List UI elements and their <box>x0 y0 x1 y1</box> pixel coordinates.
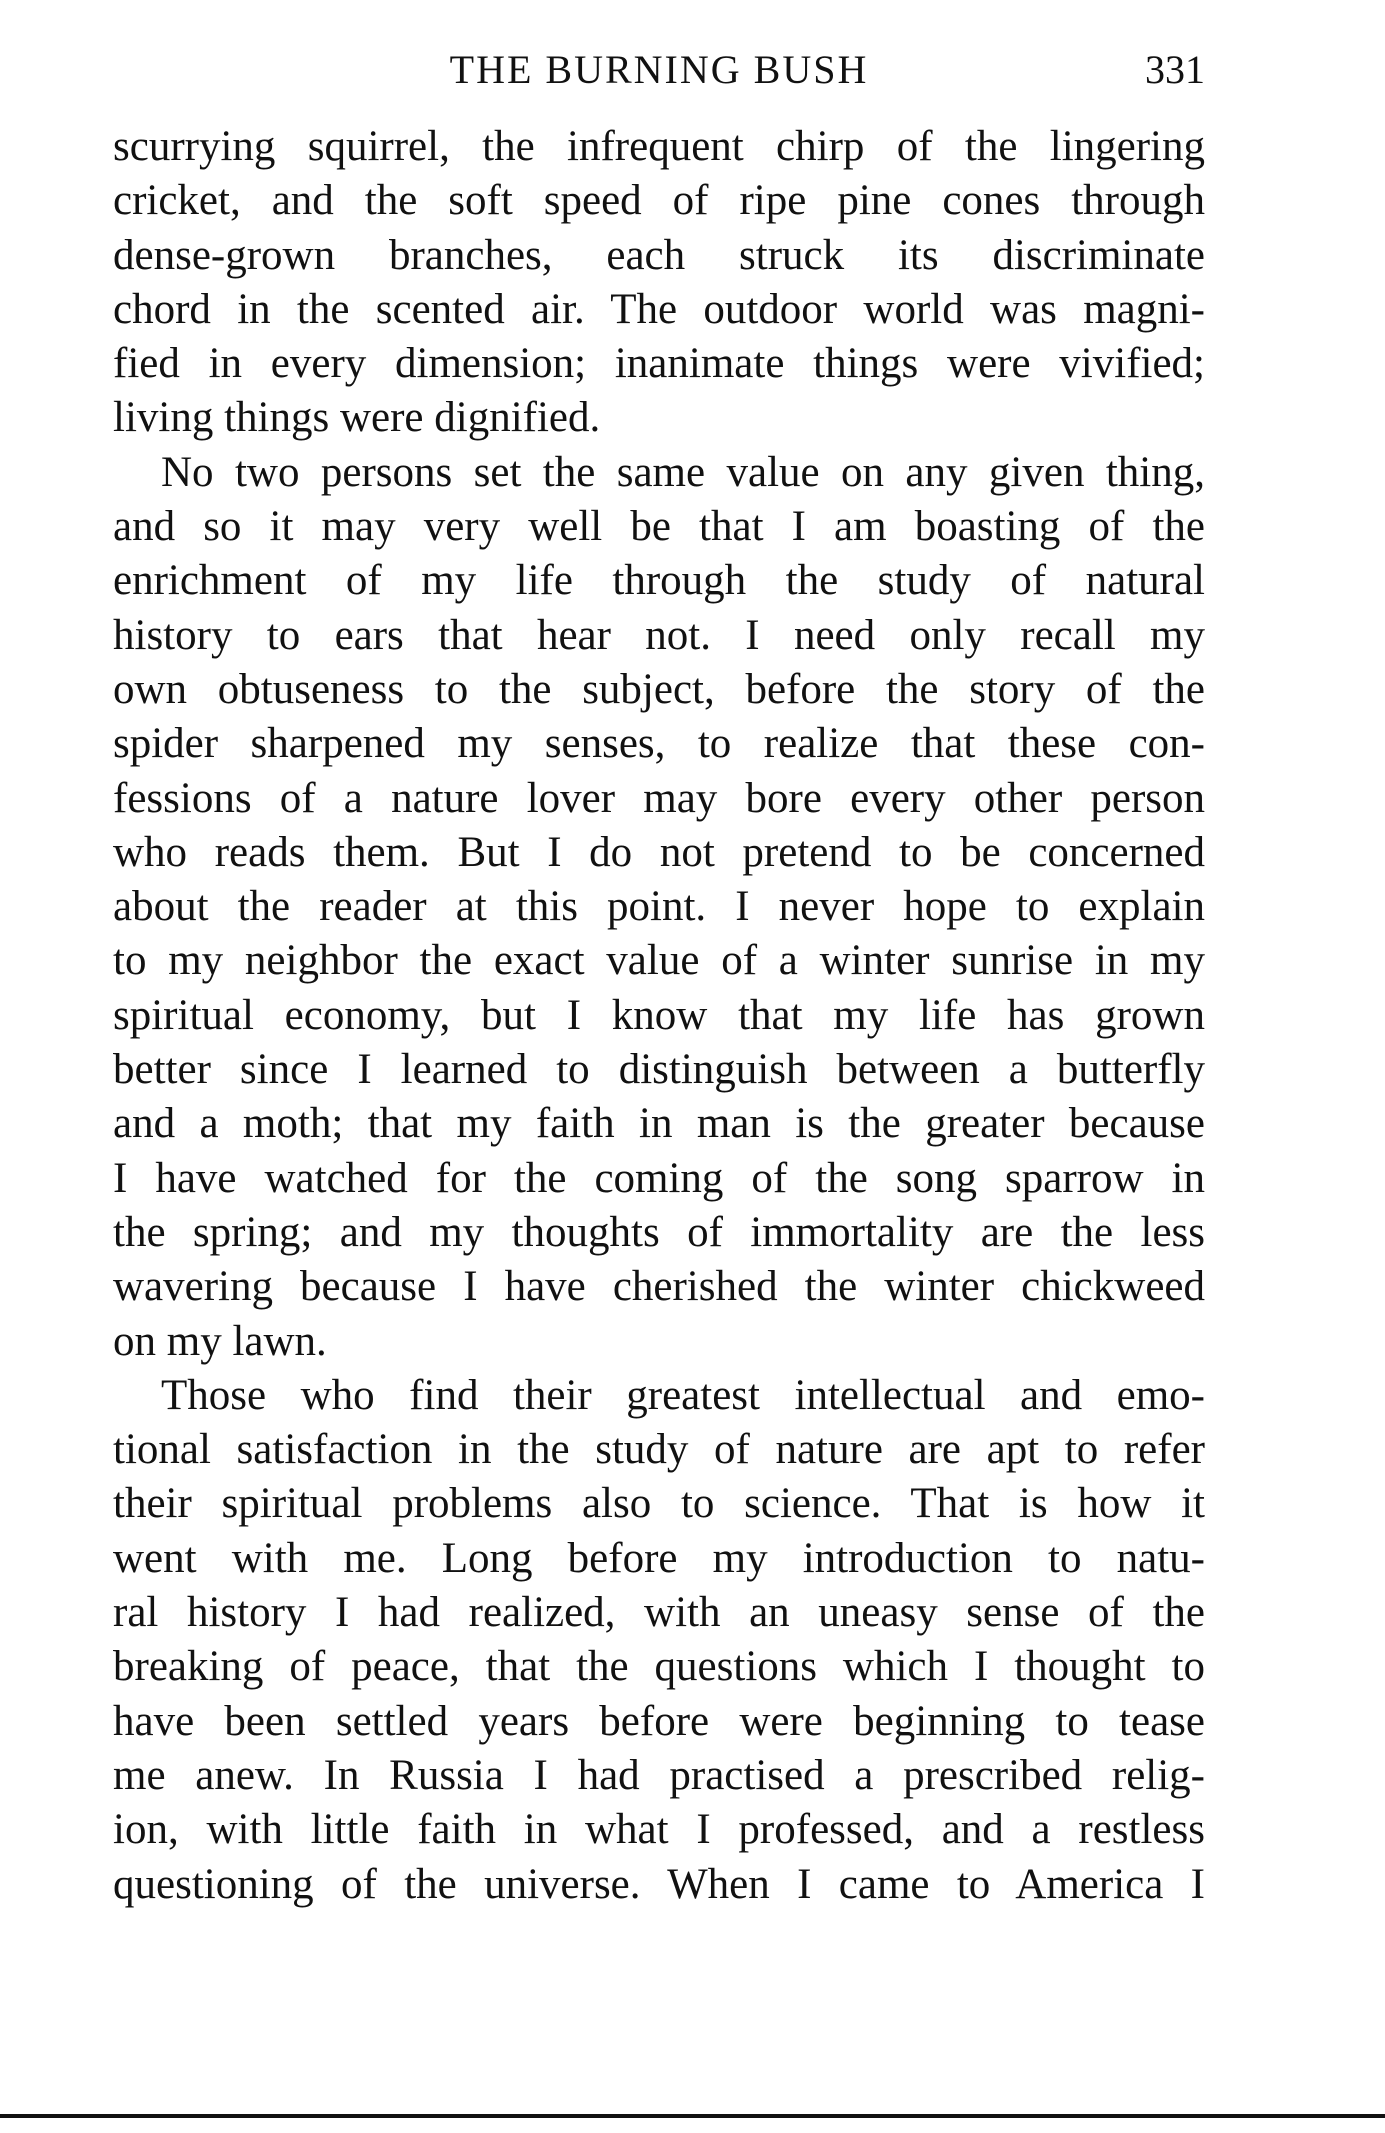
text-line: I have watched for the coming of the song sparrow in <box>113 1154 1205 1202</box>
text-line: No two persons set the same value on any given thing, <box>161 448 1205 496</box>
text-line: better since I learned to distinguish between a butterfly <box>113 1046 1205 1094</box>
paragraph-2 <box>113 446 1205 1369</box>
text-line: chord in the scented air. The outdoor world was magni- <box>113 285 1205 333</box>
paragraph-1 <box>113 120 1205 446</box>
text-line: on my lawn. <box>113 1317 327 1365</box>
text-line: spiritual economy, but I know that my life has grown <box>113 991 1205 1039</box>
text-line: fied in every dimension; inanimate things were vivified; <box>113 340 1205 388</box>
text-line: Those who find their greatest intellectual and emo- <box>161 1371 1205 1419</box>
text-line: scurrying squirrel, the infrequent chirp of the lingering <box>113 123 1205 170</box>
body-text <box>113 120 1205 1912</box>
bottom-rule <box>0 2114 1385 2118</box>
text-line: their spiritual problems also to science. That is how it <box>113 1480 1205 1528</box>
text-line: and a moth; that my faith in man is the greater because <box>113 1100 1205 1148</box>
text-line: cricket, and the soft speed of ripe pine cones through <box>113 177 1205 225</box>
text-line: ion, with little faith in what I professed, and a restless <box>113 1806 1205 1854</box>
text-line: breaking of peace, that the questions which I thought to <box>113 1643 1205 1691</box>
text-line: to my neighbor the exact value of a winter sunrise in my <box>113 937 1205 985</box>
text-line: went with me. Long before my introduction to natu- <box>113 1534 1205 1582</box>
paragraph-3 <box>113 1369 1205 1912</box>
text-line: wavering because I have cherished the winter chickweed <box>113 1263 1205 1311</box>
text-line: enrichment of my life through the study of natural <box>113 557 1205 605</box>
page-header <box>113 40 1205 100</box>
text-line: dense-grown branches, each struck its discriminate <box>113 231 1205 279</box>
text-line: about the reader at this point. I never hope to explain <box>113 883 1205 931</box>
running-title: THE BURNING BUSH <box>449 47 869 92</box>
text-line: ral history I had realized, with an uneasy sense of the <box>113 1589 1205 1637</box>
text-line: spider sharpened my senses, to realize that these con- <box>113 720 1205 768</box>
text-line: have been settled years before were beginning to tease <box>113 1697 1205 1745</box>
text-line: own obtuseness to the subject, before the story of the <box>113 665 1205 713</box>
page-number: 331 <box>1145 47 1205 92</box>
text-line: and so it may very well be that I am boasting of the <box>113 503 1205 551</box>
text-line: living things were dignified. <box>113 394 601 442</box>
text-line: me anew. In Russia I had practised a prescribed relig- <box>113 1751 1205 1799</box>
text-line: fessions of a nature lover may bore every other person <box>113 774 1205 822</box>
text-line: tional satisfaction in the study of nature are apt to refer <box>113 1426 1205 1474</box>
text-line: history to ears that hear not. I need only recall my <box>113 611 1205 659</box>
text-line: who reads them. But I do not pretend to be concerned <box>113 828 1205 876</box>
text-line: the spring; and my thoughts of immortality are the less <box>113 1208 1205 1256</box>
text-line: questioning of the universe. When I came to America I <box>113 1860 1205 1908</box>
